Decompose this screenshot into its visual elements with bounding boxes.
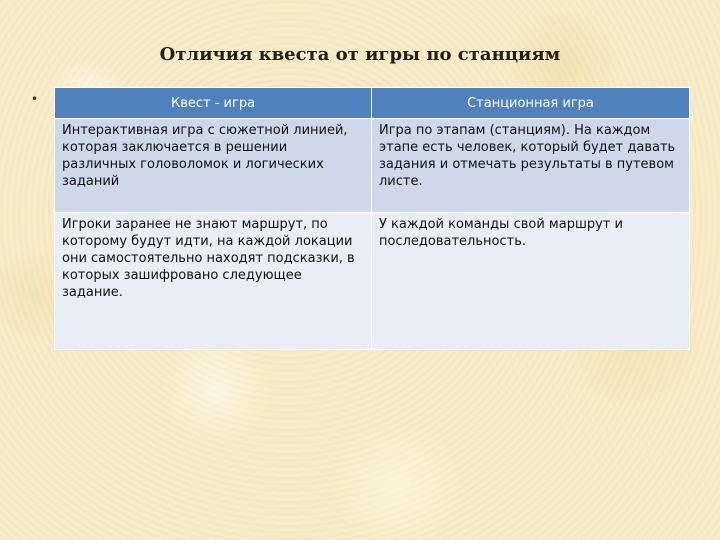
comparison-table [54, 87, 690, 350]
table-cell-quest-description: Интерактивная игра с сюжетной линией, которая заключается в решении различных головоломок и логических заданий [55, 119, 372, 213]
slide-title: Отличия квеста от игры по станциям [159, 44, 561, 65]
table-cell-quest-route: Игроки заранее не знают маршрут, по которому будут идти, на каждой локации они самостоятельно находят подсказки, в которых зашифровано следующее задание. [55, 213, 372, 350]
bullet-marker: • [31, 92, 39, 106]
table-header-row [55, 88, 690, 119]
table-row [55, 213, 690, 350]
table-row [55, 119, 690, 213]
table-cell-station-route: У каждой команды свой маршрут и последовательность. [372, 213, 690, 350]
header-quest-game: Квест - игра [55, 88, 372, 119]
header-station-game: Станционная игра [372, 88, 690, 119]
table-cell-station-description: Игра по этапам (станциям). На каждом этапе есть человек, который будет давать задания и отмечать результаты в путевом листе. [372, 119, 690, 213]
